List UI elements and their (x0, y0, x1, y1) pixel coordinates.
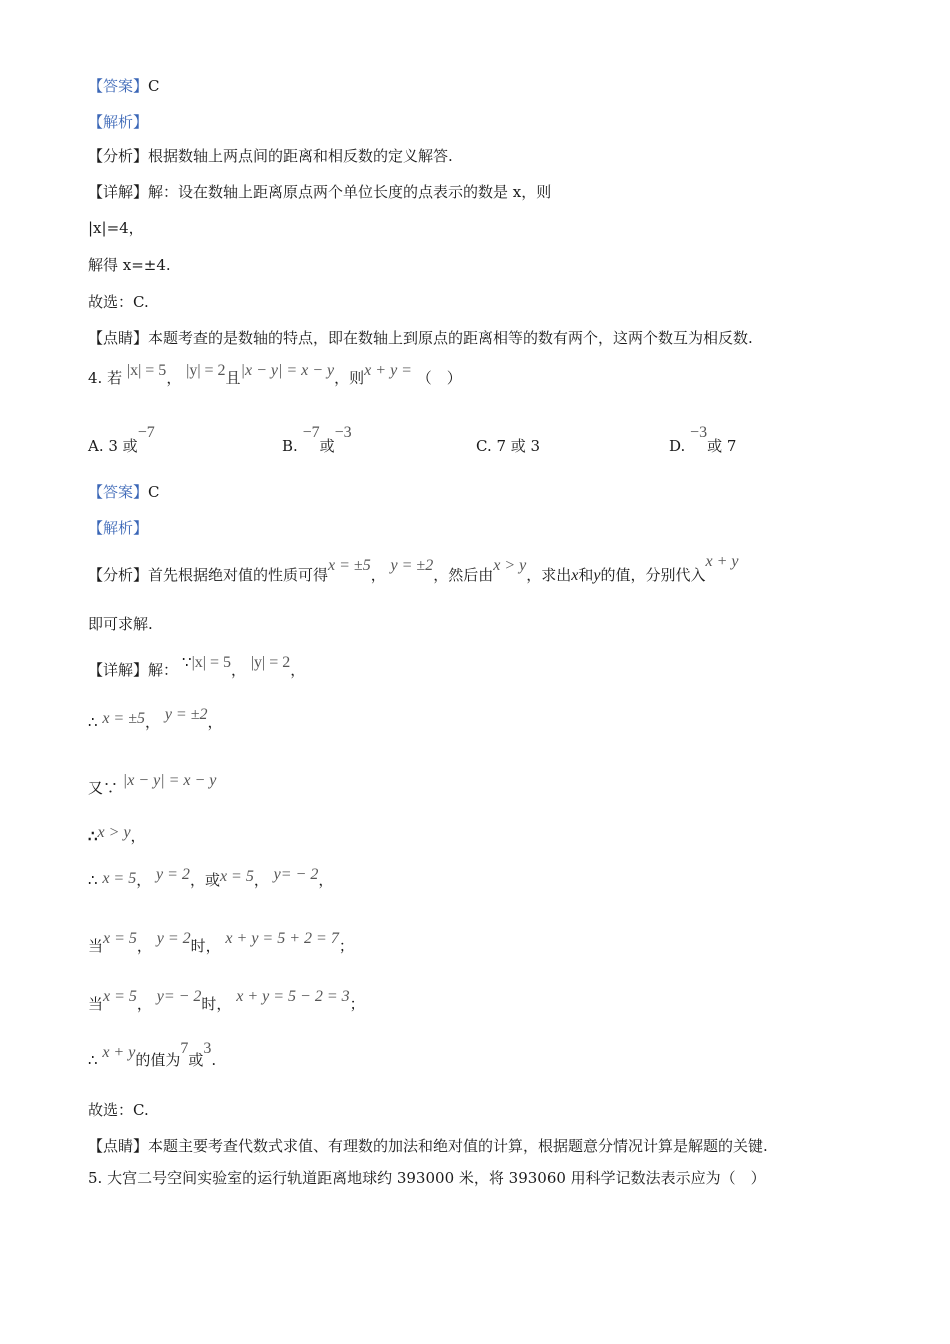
math-abs-x-minus-y: |x − y| = x − y (122, 772, 217, 789)
detail-text: 解：设在数轴上距离原点两个单位长度的点表示的数是 x，则 (148, 183, 552, 201)
and-text: 和 (578, 566, 594, 584)
math-x-gt-y: x > y (97, 824, 131, 841)
math-cond2: |y| = 2 (186, 362, 226, 379)
comment-text: 本题主要考查代数式求值、有理数的加法和绝对值的计算，根据题意分情况计算是解题的关键. (148, 1137, 768, 1155)
comment-tag: 【点睛】 (88, 329, 149, 347)
answer-tag: 【答案】 (88, 77, 149, 95)
q4-stem (88, 362, 462, 389)
option-b-label: B. (282, 437, 298, 455)
q3-abs-line: |x|=4， (88, 219, 144, 237)
math-x-5: x = 5 (219, 868, 254, 885)
option-d-rest: 或 7 (707, 437, 737, 455)
analysis-tag: 【解析】 (88, 113, 149, 131)
q4-fenxi-cont: 即可求解. (88, 615, 153, 633)
math-y-neg2: y= − 2 (273, 866, 319, 883)
answer-paren: （ ） (416, 369, 462, 387)
math-x-5: x = 5 (103, 930, 137, 947)
fenxi-text-3: ，求出 (526, 566, 572, 584)
math-3: 3 (203, 1040, 212, 1057)
detail-label: 解： (148, 661, 179, 679)
fenxi-text-1: 首先根据绝对值的性质可得 (148, 566, 329, 584)
comma: ， (370, 566, 386, 584)
comment-text: 本题考查的是数轴的特点，即在数轴上到原点的距离相等的数有两个，这两个数互为相反数. (148, 329, 753, 347)
math-cond1: |x| = 5 (126, 362, 167, 379)
math-y-pm2: y = ±2 (164, 706, 208, 723)
also-because: 又∵ (88, 779, 119, 797)
because-symbol: ∵ (182, 653, 192, 671)
then-text: ，则 (334, 369, 365, 387)
detail-tag: 【详解】 (88, 183, 149, 201)
q3-answer-line (88, 76, 160, 96)
q4-detail-4 (88, 826, 146, 847)
and-text: 且 (225, 369, 241, 387)
math-x-plus-y: x + y (102, 1044, 136, 1061)
q4-detail-3 (88, 772, 217, 799)
option-a-math: −7 (137, 424, 155, 441)
shi-text: 时， (190, 937, 221, 955)
comma: ， (318, 871, 334, 889)
option-c-label: C. 7 或 3 (476, 437, 541, 455)
fenxi-text: 根据数轴上两点间的距离和相反数的定义解答. (148, 147, 453, 165)
period: . (211, 1051, 217, 1069)
math-y-2: y = 2 (156, 866, 190, 883)
therefore-symbol: ∴ (88, 827, 98, 845)
value-text: 的值为 (135, 1051, 181, 1069)
math-cond3: |x − y| = x − y (240, 362, 335, 379)
option-b-math1: −7 (302, 424, 320, 441)
math-x-pm5: x = ±5 (102, 710, 146, 727)
option-d-label: D. (669, 437, 686, 455)
fenxi-tag: 【分析】 (88, 566, 149, 584)
math-target: x + y = (364, 362, 412, 379)
math-x-plus-y: x + y (705, 553, 739, 570)
var-y: y (593, 567, 601, 584)
option-d (669, 424, 737, 456)
math-y-2: y = 2 (156, 930, 191, 947)
option-c (476, 435, 540, 456)
option-a-label: A. 3 或 (88, 437, 138, 455)
when-text: 当 (88, 937, 104, 955)
math-x-5: x = 5 (102, 870, 137, 887)
math-y-neg2: y= − 2 (156, 988, 202, 1005)
option-b (282, 424, 352, 456)
option-a (88, 424, 155, 456)
q4-fenxi-line (88, 553, 739, 586)
math-x-gt-y: x > y (493, 557, 527, 574)
comma: ， (136, 937, 152, 955)
answer-tag: 【答案】 (88, 483, 149, 501)
q4-detail-6 (88, 930, 354, 957)
detail-tag: 【详解】 (88, 661, 149, 679)
q5-stem: 5. 大宫二号空间实验室的运行轨道距离地球约 393000 米，将 393060 用科学记数法表示应为（ ） (88, 1169, 766, 1187)
comma: ， (145, 713, 161, 731)
option-d-math: −3 (690, 424, 708, 441)
q4-choose-line: 故选：C. (88, 1101, 149, 1119)
therefore-symbol: ∴ (88, 1051, 98, 1069)
q4-detail-line (88, 653, 306, 681)
when-text: 当 (88, 995, 104, 1013)
answer-value: C (148, 483, 160, 501)
or-text: ，或 (189, 871, 220, 889)
math-x-pm5: x = ±5 (328, 557, 371, 574)
therefore-symbol: ∴ (88, 871, 98, 889)
comma: ， (231, 661, 247, 679)
therefore-symbol: ∴ (88, 713, 98, 731)
q3-analysis-line (88, 112, 148, 132)
fenxi-text-2: ，然后由 (433, 566, 494, 584)
comma: ， (130, 827, 146, 845)
q4-comment-line (88, 1136, 768, 1156)
comma: ， (207, 713, 223, 731)
comma: ， (253, 871, 269, 889)
q3-solve-line: 解得 x=±4. (88, 256, 171, 274)
q4-detail-7 (88, 988, 365, 1015)
analysis-tag: 【解析】 (88, 519, 149, 537)
math-abs-x: |x| = 5 (191, 654, 232, 671)
question-number: 4. 若 (88, 369, 123, 387)
option-b-math2: −3 (334, 424, 352, 441)
math-7: 7 (180, 1040, 189, 1057)
or-text: 或 (188, 1051, 204, 1069)
math-y-pm2: y = ±2 (390, 557, 434, 574)
q3-fenxi-line (88, 146, 453, 166)
answer-value: C (148, 77, 160, 95)
q3-choose-line: 故选：C. (88, 293, 149, 311)
q4-detail-5 (88, 866, 334, 891)
q3-comment-line (88, 328, 753, 348)
fenxi-text-4: 的值，分别代入 (600, 566, 706, 584)
comma: ， (290, 661, 306, 679)
comma: ， (166, 369, 182, 387)
q4-answer-line (88, 482, 160, 502)
option-b-or: 或 (319, 437, 335, 455)
semicolon: ； (349, 995, 365, 1013)
semicolon: ； (338, 937, 354, 955)
math-abs-y: |y| = 2 (250, 654, 291, 671)
comment-tag: 【点睛】 (88, 1137, 149, 1155)
q4-detail-2 (88, 706, 223, 733)
shi-text: 时， (201, 995, 232, 1013)
q4-detail-8 (88, 1040, 217, 1071)
math-x-5: x = 5 (103, 988, 137, 1005)
q4-analysis-line (88, 518, 148, 538)
fenxi-tag: 【分析】 (88, 147, 149, 165)
q3-detail-line (88, 182, 551, 202)
math-sum-3: x + y = 5 − 2 = 3 (236, 988, 350, 1005)
comma: ， (136, 871, 152, 889)
var-x: x (571, 567, 579, 584)
comma: ， (136, 995, 152, 1013)
math-sum-7: x + y = 5 + 2 = 7 (225, 930, 339, 947)
